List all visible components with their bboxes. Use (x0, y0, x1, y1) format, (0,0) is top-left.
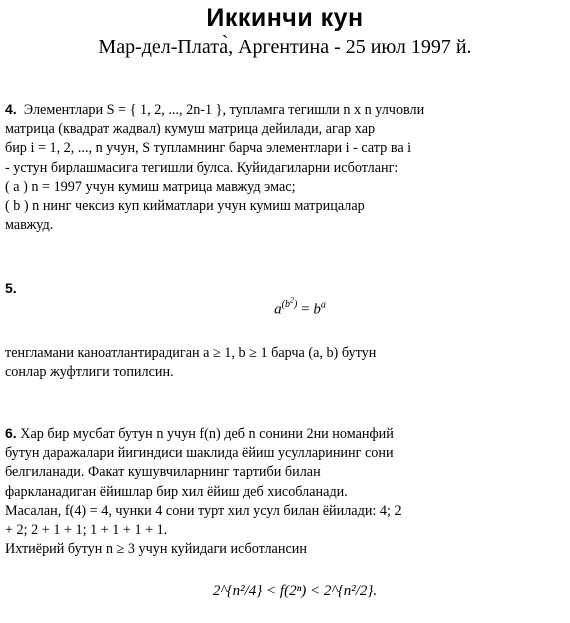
page-title: Иккинчи кун (206, 4, 364, 32)
problem-6-line-2: бутун даражалари йигиндиси шаклида ёйиш усулларининг сони (5, 445, 394, 462)
problem-6-line-7: Ихтиёрий бутун n ≥ 3 учун куйидаги исботлансин (5, 541, 307, 558)
problem-4-number: 4. (5, 101, 17, 117)
problem-6 (5, 424, 563, 559)
problem-5-line-2: сонлар жуфтлиги топилсин. (5, 364, 174, 381)
problem-5-equation: $a^{(b^2)} = b^a$ (274, 296, 326, 318)
problem-5-number: 5. (5, 280, 17, 296)
problem-4-line-2: матрица (квадрат жадвал) кумуш матрица дейилади, агар хар (5, 121, 376, 138)
problem-4-line-1: 4. Элементлари S = { 1, 2, ..., 2n-1 }, тупламга тегишли n x n улчовли (5, 101, 425, 118)
problem-4 (5, 100, 563, 235)
problem-6-line-3: белгиланади. Факат кушувчиларнинг тартиби билан (5, 464, 321, 481)
problem-4-line-6: ( b ) n нинг чексиз куп кийматлари учун кумиш матрицалар (5, 198, 365, 215)
problem-6-line-5: Масалан, f(4) = 4, чунки 4 сони турт хил усул билан ёйилади: 4; 2 (5, 502, 402, 519)
problem-4-line-7: мавжуд. (5, 217, 54, 234)
problem-6-number: 6. (5, 425, 17, 441)
page-subtitle: Мар-дел-Плата̀, Аргентина - 25 июл 1997 й. (98, 36, 472, 58)
problem-5 (5, 344, 563, 382)
problem-4-line-4: - устун бирлашмасига тегишли булса. Куйидагиларни исботланг: (5, 159, 399, 176)
problem-4-line-3: бир i = 1, 2, ..., n учун, S тупламнинг барча элементлари i - сатр ва i (5, 140, 412, 157)
problem-5-line-1: тенгламани каноатлантирадиган a ≥ 1, b ≥ 1 барча (a, b) бутун (5, 345, 377, 361)
problem-6-line-6: + 2; 2 + 1 + 1; 1 + 1 + 1 + 1. (5, 522, 168, 539)
problem-6-line-1: 6. Хар бир мусбат бутун n учун f(n) деб n сонини 2ни номанфий (5, 425, 394, 442)
problem-4-line-5: ( a ) n = 1997 учун кумиш матрица мавжуд эмас; (5, 178, 296, 195)
problem-6-line-4: фаркланадиган ёйишлар бир хил ёйиш деб хисобланади. (5, 483, 348, 500)
problem-5-heading (5, 279, 563, 299)
problem-6-inequality: 2^{n²/4} < f(2ⁿ) < 2^{n²/2}. (212, 583, 378, 599)
